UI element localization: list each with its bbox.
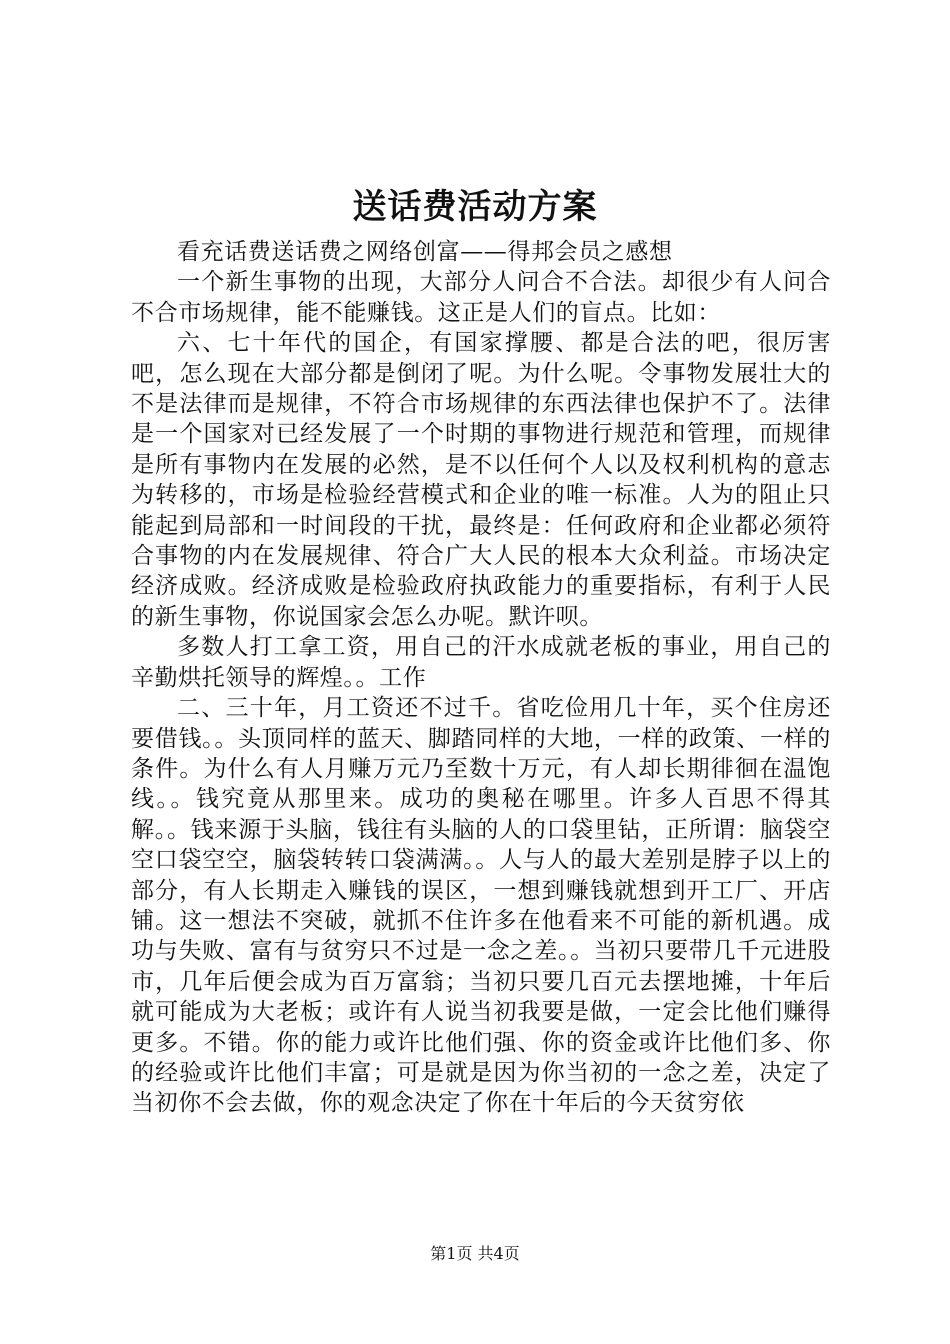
paragraph: 六、七十年代的国企，有国家撑腰、都是合法的吧，很厉害吧，怎么现在大部分都是倒闭了呢。为什么呢。令事物发展壮大的不是法律而是规律，不符合市场规律的东西法律也保护不了。法律是一个国家对已经发展了一个时期的事物进行规范和管理，而规律是所有事物内在发展的必然，是不以任何个人以及权利机构的意志为转移的，市场是检验经营模式和企业的唯一标准。人为的阻止只能起到局部和一时间段的干扰，最终是：任何政府和企业都必须符合事物的内在发展规律、符合广大人民的根本大众利益。市场决定经济成败。经济成败是检验政府执政能力的重要指标，有利于人民的新生事物，你说国家会怎么办呢。默许呗。 — [131, 330, 831, 630]
paragraph-heading: 看充话费送话费之网络创富——得邦会员之感想 — [177, 239, 673, 265]
document-title: 送话费活动方案 — [352, 187, 598, 227]
paragraph: 一个新生事物的出现，大部分人问合不合法。却很少有人问合不合市场规律，能不能赚钱。这正是人们的盲点。比如： — [131, 269, 831, 326]
paragraph: 二、三十年，月工资还不过千。省吃俭用几十年，买个住房还要借钱。。头顶同样的蓝天、脚踏同样的大地，一样的政策、一样的条件。为什么有人月赚万元乃至数十万元，有人却长期徘徊在温饱线。。钱究竟从那里来。成功的奥秘在哪里。许多人百思不得其解。。钱来源于头脑，钱往有头脑的人的口袋里钻，正所谓：脑袋空空口袋空空，脑袋转转口袋满满。。人与人的最大差别是脖子以上的部分，有人长期走入赚钱的误区，一想到赚钱就想到开工厂、开店铺。这一想法不突破，就抓不住许多在他看来不可能的新机遇。成功与失败、富有与贫穷只不过是一念之差。。当初只要带几千元进股市，几年后便会成为百万富翁；当初只要几百元去摆地摊，十年后就可能成为大老板；或许有人说当初我要是做，一定会比他们赚得更多。不错。你的能力或许比他们强、你的资金或许比他们多、你的经验或许比他们丰富；可是就是因为你当初的一念之差，决定了当初你不会去做，你的观念决定了你在十年后的今天贫穷依 — [131, 695, 831, 1117]
paragraph: 多数人打工拿工资，用自己的汗水成就老板的事业，用自己的辛勤烘托领导的辉煌。。工作 — [131, 634, 831, 691]
page-footer: 第1页 共4页 — [430, 1244, 520, 1263]
document-body — [131, 237, 831, 1119]
